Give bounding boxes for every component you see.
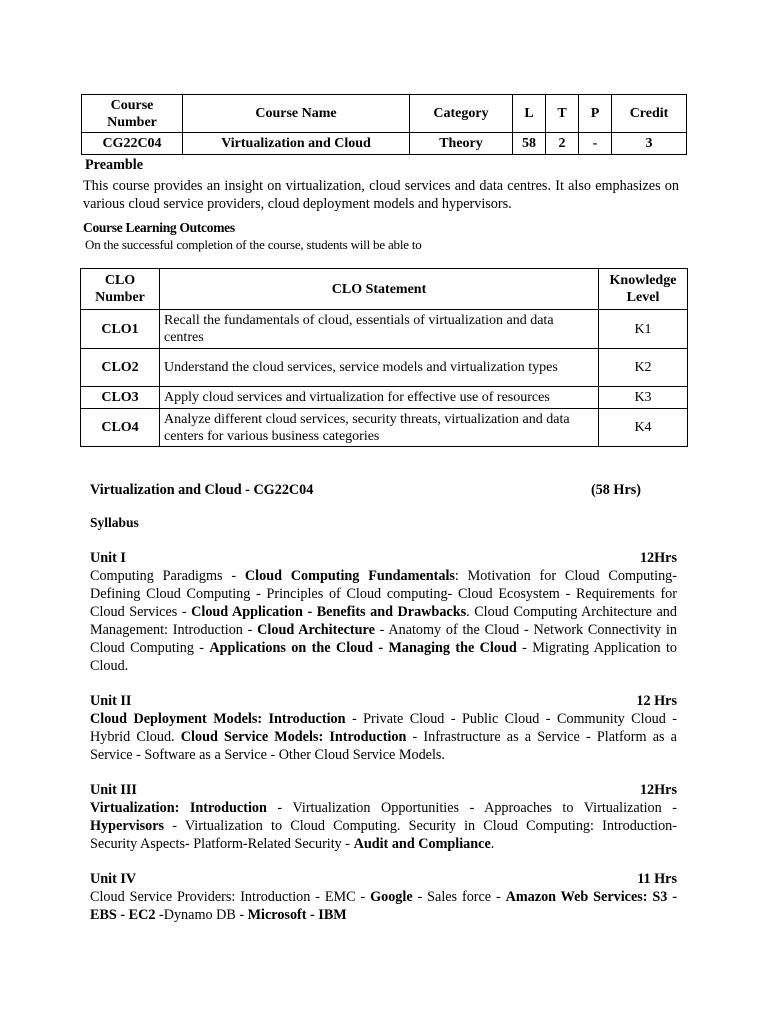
header-course-number: Course Number bbox=[82, 95, 183, 133]
unit-topic-bold: Cloud Deployment Models: Introduction bbox=[90, 711, 346, 727]
unit-topic-bold: Virtualization: Introduction bbox=[90, 800, 267, 816]
unit-topic-text: . Cloud Computing Architecture and Management: Introduction - bbox=[90, 604, 677, 638]
unit-topic-text: Cloud Service Providers: Introduction - EMC - bbox=[90, 889, 371, 905]
unit-content bbox=[90, 710, 677, 764]
syllabus-label: Syllabus bbox=[90, 515, 139, 530]
unit-topic-bold: Hypervisors bbox=[90, 818, 165, 834]
cell-course-name: Virtualization and Cloud bbox=[183, 133, 410, 155]
unit-topic-text: - Virtualization Opportunities - Approaches to Virtualization - bbox=[266, 800, 677, 816]
header-t: T bbox=[546, 95, 579, 133]
unit-topic-bold: Microsoft - IBM bbox=[247, 907, 347, 923]
unit-topic-text: - Infrastructure as a Service - Platform as a Service - Software as a Service - Other Cloud Service Models. bbox=[90, 729, 677, 763]
unit-topic-text: - Anatomy of the Cloud - Network Connectivity in Cloud Computing - bbox=[90, 622, 678, 656]
clo-number: CLO1 bbox=[81, 310, 160, 349]
cell-course-number: CG22C04 bbox=[82, 133, 183, 155]
table-row bbox=[81, 387, 688, 409]
clo-statement: Understand the cloud services, service models and virtualization types bbox=[160, 349, 599, 387]
cell-category: Theory bbox=[410, 133, 513, 155]
clo-level: K3 bbox=[599, 387, 688, 409]
unit-topic-text: - Private Cloud - Public Cloud - Community Cloud - Hybrid Cloud. bbox=[90, 711, 677, 745]
clo-header-number: CLO Number bbox=[81, 269, 160, 310]
unit-topic-bold: Google bbox=[370, 889, 413, 905]
unit-3 bbox=[90, 781, 677, 853]
clo-statement: Apply cloud services and virtualization for effective use of resources bbox=[160, 387, 599, 409]
unit-topic-text: - Virtualization to Cloud Computing. Security in Cloud Computing: Introduction- Security Aspects- Platform-Related Security - bbox=[90, 818, 677, 852]
cell-t: 2 bbox=[546, 133, 579, 155]
unit-topic-text: -Dynamo DB - bbox=[155, 907, 248, 923]
header-p: P bbox=[579, 95, 612, 133]
unit-topic-bold: Cloud Service Models: Introduction bbox=[180, 729, 407, 745]
preamble-title: Preamble bbox=[85, 157, 144, 173]
clo-statement: Analyze different cloud services, security threats, virtualization and data centers for various business categories bbox=[160, 409, 599, 447]
header-l: L bbox=[513, 95, 546, 133]
clo-level: K4 bbox=[599, 409, 688, 447]
unit-topic-text: . bbox=[490, 836, 495, 852]
unit-topic-bold: Amazon Web Services: S3 - EBS - EC2 bbox=[90, 889, 677, 923]
unit-hours: 12Hrs bbox=[639, 782, 677, 798]
unit-topic-bold: Cloud Computing Fundamentals bbox=[244, 568, 455, 584]
course-info-table bbox=[81, 94, 687, 155]
syllabus-course-title: Virtualization and Cloud - CG22C04 bbox=[90, 482, 314, 498]
header-category: Category bbox=[410, 95, 513, 133]
unit-topic-bold: Audit and Compliance bbox=[353, 836, 491, 852]
unit-name: Unit IV bbox=[90, 871, 137, 887]
cell-p: - bbox=[579, 133, 612, 155]
unit-name: Unit III bbox=[90, 782, 137, 798]
outcomes-intro: On the successful completion of the course, students will be able to bbox=[85, 237, 422, 252]
clo-level: K2 bbox=[599, 349, 688, 387]
table-row bbox=[81, 349, 688, 387]
clo-header-statement: CLO Statement bbox=[160, 269, 599, 310]
unit-heading bbox=[90, 692, 677, 710]
unit-4 bbox=[90, 870, 677, 924]
unit-content bbox=[90, 567, 677, 675]
cell-credit: 3 bbox=[612, 133, 687, 155]
unit-topic-text: - Sales force - bbox=[412, 889, 506, 905]
unit-topic-bold: Cloud Architecture bbox=[257, 622, 375, 638]
unit-name: Unit I bbox=[90, 550, 126, 566]
unit-hours: 11 Hrs bbox=[637, 871, 677, 887]
header-credit: Credit bbox=[612, 95, 687, 133]
unit-topic-text: Computing Paradigms - bbox=[90, 568, 245, 584]
clo-level: K1 bbox=[599, 310, 688, 349]
syllabus-total-hours: (58 Hrs) bbox=[590, 482, 641, 498]
outcomes-title: Course Learning Outcomes bbox=[83, 220, 235, 235]
unit-topic-text: - Migrating Application to Cloud. bbox=[90, 640, 677, 674]
unit-hours: 12 Hrs bbox=[636, 693, 677, 709]
clo-statement: Recall the fundamentals of cloud, essentials of virtualization and data centres bbox=[160, 310, 599, 349]
table-row bbox=[81, 310, 688, 349]
unit-heading bbox=[90, 781, 677, 799]
unit-name: Unit II bbox=[90, 693, 132, 709]
unit-topic-bold: Applications on the Cloud - Managing the Cloud bbox=[209, 640, 517, 656]
clo-table bbox=[80, 268, 688, 447]
clo-number: CLO4 bbox=[81, 409, 160, 447]
unit-2 bbox=[90, 692, 677, 764]
preamble-text: This course provides an insight on virtualization, cloud services and data centres. It also emphasizes on various cloud service providers, cloud deployment models and hypervisors. bbox=[83, 178, 679, 212]
unit-topic-text: : Motivation for Cloud Computing- Defining Cloud Computing - Principles of Cloud computing- Cloud Ecosystem - Requirements for Cloud Services - bbox=[90, 568, 677, 620]
unit-content bbox=[90, 888, 677, 924]
clo-number: CLO2 bbox=[81, 349, 160, 387]
unit-heading bbox=[90, 549, 677, 567]
clo-number: CLO3 bbox=[81, 387, 160, 409]
syllabus-course-heading bbox=[90, 481, 641, 499]
unit-1 bbox=[90, 549, 677, 675]
unit-content bbox=[90, 799, 677, 853]
table-row bbox=[81, 409, 688, 447]
header-course-name: Course Name bbox=[183, 95, 410, 133]
unit-heading bbox=[90, 870, 677, 888]
unit-topic-bold: Cloud Application - Benefits and Drawbacks bbox=[191, 604, 467, 620]
unit-hours: 12Hrs bbox=[639, 550, 677, 566]
clo-header-level: Knowledge Level bbox=[599, 269, 688, 310]
cell-l: 58 bbox=[513, 133, 546, 155]
